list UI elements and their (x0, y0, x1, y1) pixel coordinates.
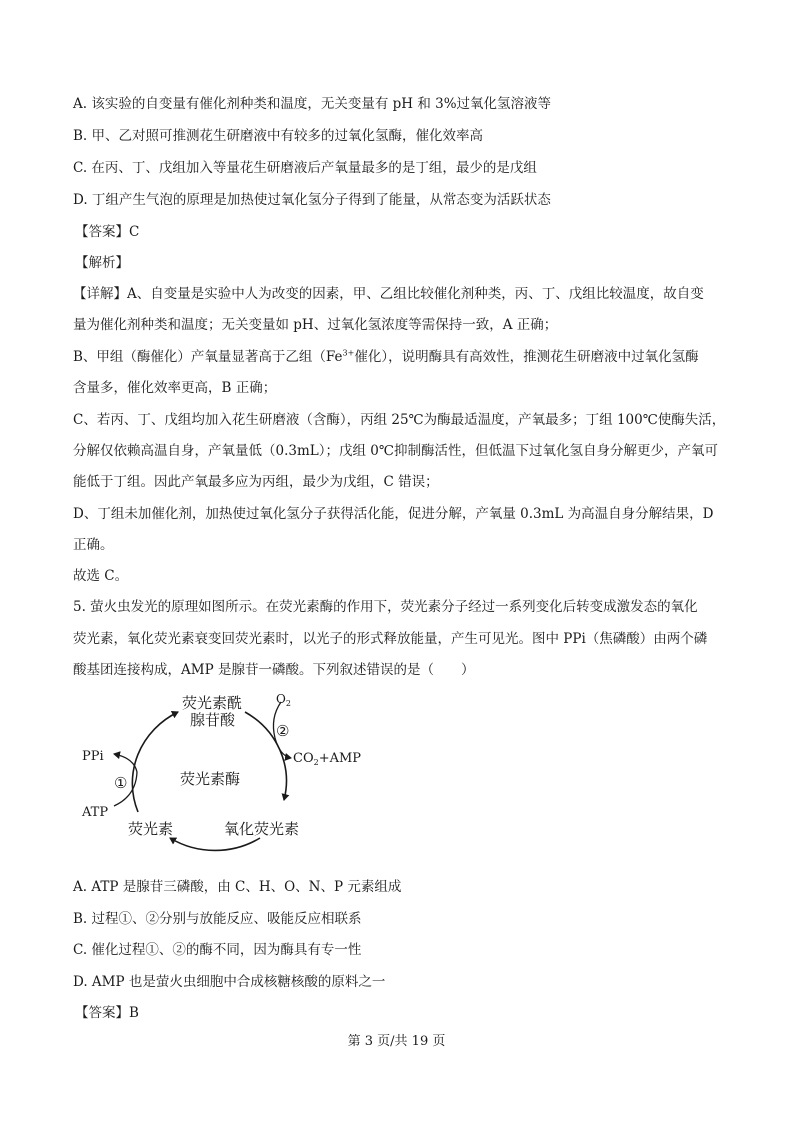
step-1-label: ① (114, 774, 128, 792)
label-luciferyl-adenylate-2: 腺苷酸 (190, 711, 236, 729)
co2-output-arrow (275, 738, 291, 758)
fe-superscript: 3+ (342, 348, 355, 358)
label-co2-amp: $CO_2+AMP$ (293, 751, 362, 767)
q5-option-b: B. 过程①、②分别与放能反应、吸能反应相联系 (73, 911, 362, 927)
label-luciferyl-adenylate-1: 荧光素酰 (182, 694, 243, 712)
detail-line-2: 量为催化剂种类和温度；无关变量如 pH、过氧化氢浓度等需保持一致，A 正确； (73, 317, 558, 333)
detail-line-3 (73, 347, 699, 367)
detail-line-6: 分解仅依赖高温自身，产氧量低（0.3mL）；戊组 0℃抑制酶活性，但低温下过氧化氢自身分解更少，产氧可 (73, 443, 718, 459)
cycle-arc-bottom (170, 838, 260, 850)
q5-stem-line-3: 酸基团连接构成，AMP 是腺苷一磷酸。下列叙述错误的是（ ） (73, 662, 475, 678)
firefly-luminescence-diagram (70, 688, 370, 860)
step-2-label: ② (276, 722, 290, 740)
detail-line-1: 【详解】A、自变量是实验中人为改变的因素，甲、乙组比较催化剂种类，丙、丁、戊组比较温度，故自变 (73, 286, 704, 302)
label-o2: $O_2$ (276, 692, 291, 708)
q5-stem-line-1: 5. 萤火虫发光的原理如图所示。在荧光素酶的作用下，荧光素分子经过一系列变化后转变成激发态的氧化 (73, 599, 698, 615)
q5-answer: 【答案】B (75, 1005, 139, 1021)
q5-stem-line-2: 荧光素，氧化荧光素衰变回荧光素时，以光子的形式释放能量，产生可见光。图中 PPi（焦磷酸）由两个磷 (73, 631, 708, 647)
detail-line-10: 故选 C。 (73, 568, 129, 584)
page-footer: 第 3 页/共 19 页 (347, 1034, 446, 1049)
detail-line-3-b: 催化），说明酶具有高效性，推测花生研磨液中过氧化氢酶 (354, 349, 699, 365)
analysis-heading: 【解析】 (75, 255, 129, 271)
q5-option-a: A. ATP 是腺苷三磷酸，由 C、H、O、N、P 元素组成 (73, 879, 402, 895)
q5-option-c: C. 催化过程①、②的酶不同，因为酶具有专一性 (73, 942, 362, 958)
q4-option-a: A. 该实验的自变量有催化剂种类和温度，无关变量有 pH 和 3%过氧化氢溶液等 (73, 96, 552, 112)
detail-line-9: 正确。 (73, 537, 114, 553)
detail-line-3-a: B、甲组（酶催化）产氧量显著高于乙组（Fe (73, 349, 343, 365)
q5-option-d: D. AMP 也是萤火虫细胞中合成核糖核酸的原料之一 (73, 974, 386, 990)
detail-line-7: 能低于丁组。因此产氧最多应为丙组，最少为戊组，C 错误； (73, 474, 439, 490)
cycle-arc-left (132, 712, 178, 812)
label-ppi: PPi (82, 749, 104, 764)
label-atp: ATP (82, 805, 109, 820)
q4-answer: 【答案】C (75, 224, 140, 240)
detail-line-8: D、丁组未加催化剂，加热使过氧化氢分子获得活化能，促进分解，产氧量 0.3mL 为高温自身分解结果，D (73, 506, 714, 522)
label-luciferin: 荧光素 (128, 820, 174, 838)
q4-option-c: C. 在丙、丁、戊组加入等量花生研磨液后产氧量最多的是丁组，最少的是戊组 (73, 160, 537, 176)
q4-option-b: B. 甲、乙对照可推测花生研磨液中有较多的过氧化氢酶，催化效率高 (73, 128, 484, 144)
detail-line-4: 含量多，催化效率更高，B 正确； (73, 380, 277, 396)
label-oxyluciferin: 氧化荧光素 (224, 820, 300, 838)
detail-line-5: C、若丙、丁、戊组均加入花生研磨液（含酶），丙组 25℃为酶最适温度，产氧最多；丁组 100℃使酶失活， (73, 412, 726, 428)
q4-option-d: D. 丁组产生气泡的原理是加热使过氧化氢分子得到了能量，从常态变为活跃状态 (73, 192, 551, 208)
label-luciferase: 荧光素酶 (180, 770, 241, 788)
